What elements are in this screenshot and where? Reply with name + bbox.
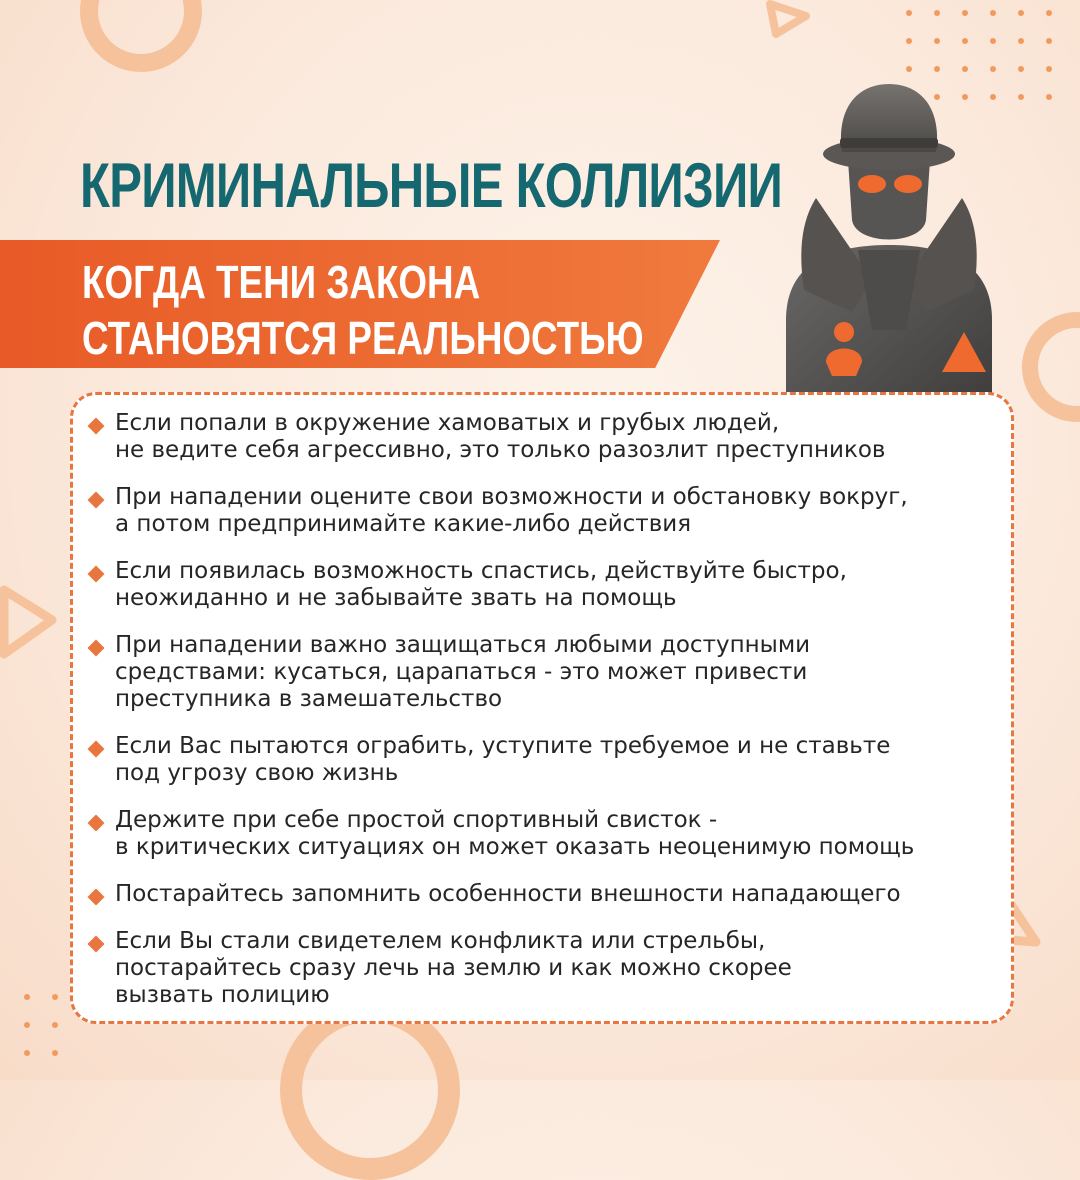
tip-text xyxy=(115,558,1017,612)
tip-line: Постарайтесь запомнить особенности внешности нападающего xyxy=(115,881,901,907)
tip-line: неожиданно и не забывайте звать на помощь xyxy=(115,585,677,611)
decor-triangle-left xyxy=(0,582,60,662)
diamond-bullet-icon xyxy=(88,741,105,758)
tip-line: а потом предпринимайте какие-либо действия xyxy=(115,511,692,537)
tip-line: в критических ситуациях он может оказать неоценимую помощь xyxy=(115,834,915,860)
tip-item xyxy=(87,733,1017,787)
subtitle-line: СТАНОВЯТСЯ РЕАЛЬНОСТЬЮ xyxy=(82,312,644,364)
tip-item xyxy=(87,807,1017,861)
tip-line: При нападении важно защищаться любыми доступными xyxy=(115,632,811,658)
tip-text xyxy=(115,807,1017,861)
tip-item xyxy=(87,928,1017,1009)
tip-line: средствами: кусаться, царапаться - это может привести xyxy=(115,659,808,685)
page-title: КРИМИНАЛЬНЫЕ КОЛЛИЗИИ xyxy=(80,151,783,221)
tip-line: не ведите себя агрессивно, это только разозлит преступников xyxy=(115,437,886,463)
tip-text xyxy=(115,881,1017,908)
tip-item xyxy=(87,484,1017,538)
diamond-bullet-icon xyxy=(88,936,105,953)
tip-text xyxy=(115,733,1017,787)
tip-text xyxy=(115,928,1017,1009)
tip-text xyxy=(115,484,1017,538)
tips-list xyxy=(87,410,1017,1029)
tip-item xyxy=(87,558,1017,612)
decor-triangle-top xyxy=(762,0,812,38)
decor-dots-bottom-left xyxy=(24,994,58,1056)
tip-line: При нападении оцените свои возможности и обстановку вокруг, xyxy=(115,484,908,510)
diamond-bullet-icon xyxy=(88,889,105,906)
subtitle xyxy=(82,254,644,366)
tip-text xyxy=(115,632,1017,713)
tip-line: Если появилась возможность спастись, действуйте быстро, xyxy=(115,558,847,584)
tip-line: постарайтесь сразу лечь на землю и как можно скорее xyxy=(115,955,792,981)
diamond-bullet-icon xyxy=(88,492,105,509)
tip-line: вызвать полицию xyxy=(115,982,330,1008)
diamond-bullet-icon xyxy=(88,815,105,832)
tip-text xyxy=(115,410,1017,464)
decor-ring-top xyxy=(80,0,202,72)
tip-item xyxy=(87,410,1017,464)
subtitle-line: КОГДА ТЕНИ ЗАКОНА xyxy=(82,256,481,308)
diamond-bullet-icon xyxy=(88,418,105,435)
tip-item xyxy=(87,881,1017,908)
tip-item xyxy=(87,632,1017,713)
tip-line: Если попали в окружение хамоватых и грубых людей, xyxy=(115,410,780,436)
decor-ring-right xyxy=(1022,312,1080,422)
tip-line: Держите при себе простой спортивный свисток - xyxy=(115,807,718,833)
tip-line: Если Вас пытаются ограбить, уступите требуемое и не ставьте xyxy=(115,733,891,759)
tip-line: преступника в замешательство xyxy=(115,686,503,712)
hooded-criminal-figure-icon xyxy=(776,80,1002,425)
diamond-bullet-icon xyxy=(88,640,105,657)
tip-line: Если Вы стали свидетелем конфликта или стрельбы, xyxy=(115,928,766,954)
diamond-bullet-icon xyxy=(88,566,105,583)
tip-line: под угрозу свою жизнь xyxy=(115,760,399,786)
